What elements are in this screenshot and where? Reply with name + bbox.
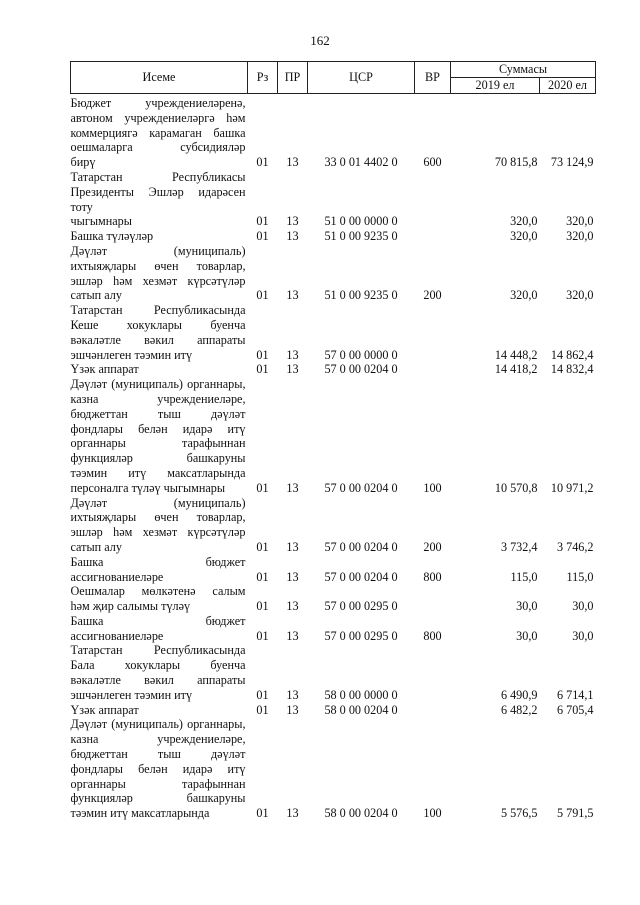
header-2019: 2019 ел [451,78,540,94]
row-pr: 13 [286,288,299,303]
row-name-line: эшләр һәм хезмәт күрсәтүләр [70,273,246,288]
row-value-2020: 30,0 [572,599,594,614]
row-value-2020: 10 971,2 [550,480,594,495]
row-name-line: Татарстан Республикасында [70,643,246,658]
header-sums: Суммасы [451,62,596,78]
row-value-2019: 320,0 [510,229,538,244]
row-name-line: персоналга түләү чыгымнары [70,480,226,495]
header-2020: 2020 ел [540,78,596,94]
header-csr: ЦСР [308,62,415,94]
table-row [71,643,596,702]
row-name-line: эшчәнлеген тәэмин итү [70,347,193,362]
row-name-line: Дәүләт (муниципаль) [70,243,246,258]
row-name-line: Оешмалар мөлкәтенә салым [70,584,246,599]
row-vr: 600 [423,155,442,170]
row-value-2020: 30,0 [572,628,594,643]
table-row [71,703,596,718]
header-name: Исеме [71,62,248,94]
row-vr: 200 [423,539,442,554]
row-value-2019: 320,0 [510,288,538,303]
table-row [71,303,596,362]
row-name-line: Башка түләүләр [70,229,154,244]
table-row [71,555,596,585]
row-rz: 01 [256,347,269,362]
row-csr: 51 0 00 9235 0 [324,229,398,244]
row-vr [415,703,451,718]
row-name-line: Дәүләт (муниципаль) органнары, казна учреждениеләре, [70,717,246,747]
table-row [71,496,596,555]
row-name-line: автоном учреждениеләргә һәм [70,110,246,125]
table-body [71,94,596,822]
row-name-line: эшләр һәм хезмәт күрсәтүләр [70,525,246,540]
row-name-line: коммерциягә карамаган башка оешмаларга субсидияләр [70,125,246,155]
row-vr: 200 [423,288,442,303]
row-value-2020: 6 705,4 [556,702,594,717]
table-row [71,244,596,303]
row-name [71,244,248,303]
row-name [71,584,248,614]
row-name-line: тәэмин итү максатларында [70,465,246,480]
row-name [71,229,248,244]
row-value-2020: 320,0 [566,229,594,244]
table-row [71,717,596,821]
row-name-line: һәм җир салымы түләү [70,599,191,614]
row-vr: 100 [423,806,442,821]
row-value-2020: 320,0 [566,214,594,229]
row-value-2020: 6 714,1 [556,687,594,702]
row-csr: 58 0 00 0204 0 [324,806,398,821]
row-value-2019: 30,0 [516,628,538,643]
row-name-line: функцияләр башкаруны [70,791,246,806]
row-rz: 01 [256,806,269,821]
row-name [71,643,248,702]
row-csr: 57 0 00 0204 0 [324,362,398,377]
row-name-line: Дәүләт (муниципаль) [70,495,246,510]
row-value-2019: 3 732,4 [500,539,538,554]
row-value-2019: 6 490,9 [500,687,538,702]
row-name-line: Бюджет учреждениеләренә, [70,96,246,110]
row-vr: 100 [423,480,442,495]
row-name [71,555,248,585]
row-name [71,614,248,644]
row-name-line: Кеше хокуклары буенча [70,317,246,332]
row-name [71,94,248,170]
row-rz: 01 [256,362,269,377]
row-name-line: Башка бюджет [70,554,246,569]
table-row [71,362,596,377]
row-csr: 57 0 00 0295 0 [324,628,398,643]
row-value-2019: 10 570,8 [494,480,538,495]
row-csr: 57 0 00 0000 0 [324,347,398,362]
row-pr: 13 [286,687,299,702]
row-vr [415,229,451,244]
row-vr: 800 [423,569,442,584]
row-value-2019: 115,0 [510,569,538,584]
row-name-line: Бала хокуклары буенча [70,658,246,673]
row-value-2019: 5 576,5 [500,806,538,821]
row-name-line: Татарстан Республикасында [70,303,246,318]
row-rz: 01 [256,628,269,643]
row-value-2020: 3 746,2 [556,539,594,554]
row-name-line: Дәүләт (муниципаль) органнары, казна учреждениеләре, [70,377,246,406]
row-name-line: тәэмин итү максатларында [70,806,210,821]
row-value-2020: 320,0 [566,288,594,303]
row-pr: 13 [286,806,299,821]
table-row [71,229,596,244]
row-name [71,717,248,821]
table-header [71,62,596,94]
row-pr: 13 [286,155,299,170]
row-name-line: ихтыяҗлары өчен товарлар, [70,258,246,273]
row-name-line: вәкаләтле вәкил аппараты [70,332,246,347]
row-name-line: Үзәк аппарат [70,702,139,717]
row-rz: 01 [256,288,269,303]
row-pr: 13 [286,702,299,717]
row-rz: 01 [256,539,269,554]
row-pr: 13 [286,599,299,614]
row-rz: 01 [256,687,269,702]
row-name-line: функцияләр башкаруны [70,451,246,466]
row-rz: 01 [256,480,269,495]
row-value-2019: 70 815,8 [494,155,538,170]
row-vr [415,584,451,614]
row-csr: 57 0 00 0204 0 [324,480,398,495]
row-name-line: бюджеттан тыш дәүләт фондлары белән идарә итү органнары тарафыннан [70,747,246,791]
row-pr: 13 [286,347,299,362]
row-pr: 13 [286,214,299,229]
row-name-line: вәкаләтле вәкил аппараты [70,673,246,688]
row-value-2019: 30,0 [516,599,538,614]
row-pr: 13 [286,569,299,584]
row-csr: 57 0 00 0204 0 [324,539,398,554]
table-row [71,614,596,644]
row-csr: 57 0 00 0295 0 [324,599,398,614]
row-name-line: сатып алу [70,288,122,303]
row-name-line: ихтыяҗлары өчен товарлар, [70,510,246,525]
row-name [71,362,248,377]
row-name [71,377,248,495]
row-csr: 51 0 00 0000 0 [324,214,398,229]
row-name [71,170,248,229]
row-name-line: бирү [70,155,96,170]
row-pr: 13 [286,362,299,377]
row-vr [415,170,451,229]
row-rz: 01 [256,155,269,170]
row-rz: 01 [256,229,269,244]
row-vr [415,362,451,377]
row-value-2020: 14 862,4 [550,347,594,362]
row-rz: 01 [256,569,269,584]
row-pr: 13 [286,628,299,643]
row-name-line: Үзәк аппарат [70,362,139,377]
row-value-2019: 6 482,2 [500,702,538,717]
page-number: 162 [310,33,330,48]
row-pr: 13 [286,480,299,495]
row-value-2019: 320,0 [510,214,538,229]
row-csr: 57 0 00 0204 0 [324,569,398,584]
row-csr: 51 0 00 9235 0 [324,288,398,303]
row-vr: 800 [423,628,442,643]
table-row [71,94,596,170]
row-value-2019: 14 448,2 [494,347,538,362]
row-value-2020: 115,0 [566,569,594,584]
row-rz: 01 [256,214,269,229]
header-vr: ВР [415,62,451,94]
row-name [71,303,248,362]
row-name-line: сатып алу [70,539,122,554]
table-row [71,170,596,229]
row-value-2020: 14 832,4 [550,362,594,377]
row-pr: 13 [286,229,299,244]
budget-table [70,61,596,821]
row-name-line: Башка бюджет [70,613,246,628]
row-csr: 33 0 01 4402 0 [324,155,398,170]
row-vr [415,643,451,702]
row-name-line: эшчәнлеген тәэмин итү [70,687,193,702]
row-vr [415,303,451,362]
row-csr: 58 0 00 0000 0 [324,687,398,702]
table-row [71,377,596,495]
row-name-line: Татарстан Республикасы Президенты Эшләр идарәсен тоту [70,169,246,214]
row-name [71,496,248,555]
row-name [71,703,248,718]
row-csr: 58 0 00 0204 0 [324,702,398,717]
row-name-line: ассигнованиеләре [70,628,164,643]
row-name-line: чыгымнары [70,214,132,229]
row-value-2019: 14 418,2 [494,362,538,377]
header-pr: ПР [278,62,308,94]
header-rz: Рз [248,62,278,94]
row-rz: 01 [256,599,269,614]
row-rz: 01 [256,702,269,717]
table-row [71,584,596,614]
row-name-line: бюджеттан тыш дәүләт фондлары белән идарә итү органнары тарафыннан [70,406,246,451]
row-name-line: ассигнованиеләре [70,569,164,584]
row-value-2020: 5 791,5 [556,806,594,821]
row-value-2020: 73 124,9 [550,155,594,170]
row-pr: 13 [286,539,299,554]
